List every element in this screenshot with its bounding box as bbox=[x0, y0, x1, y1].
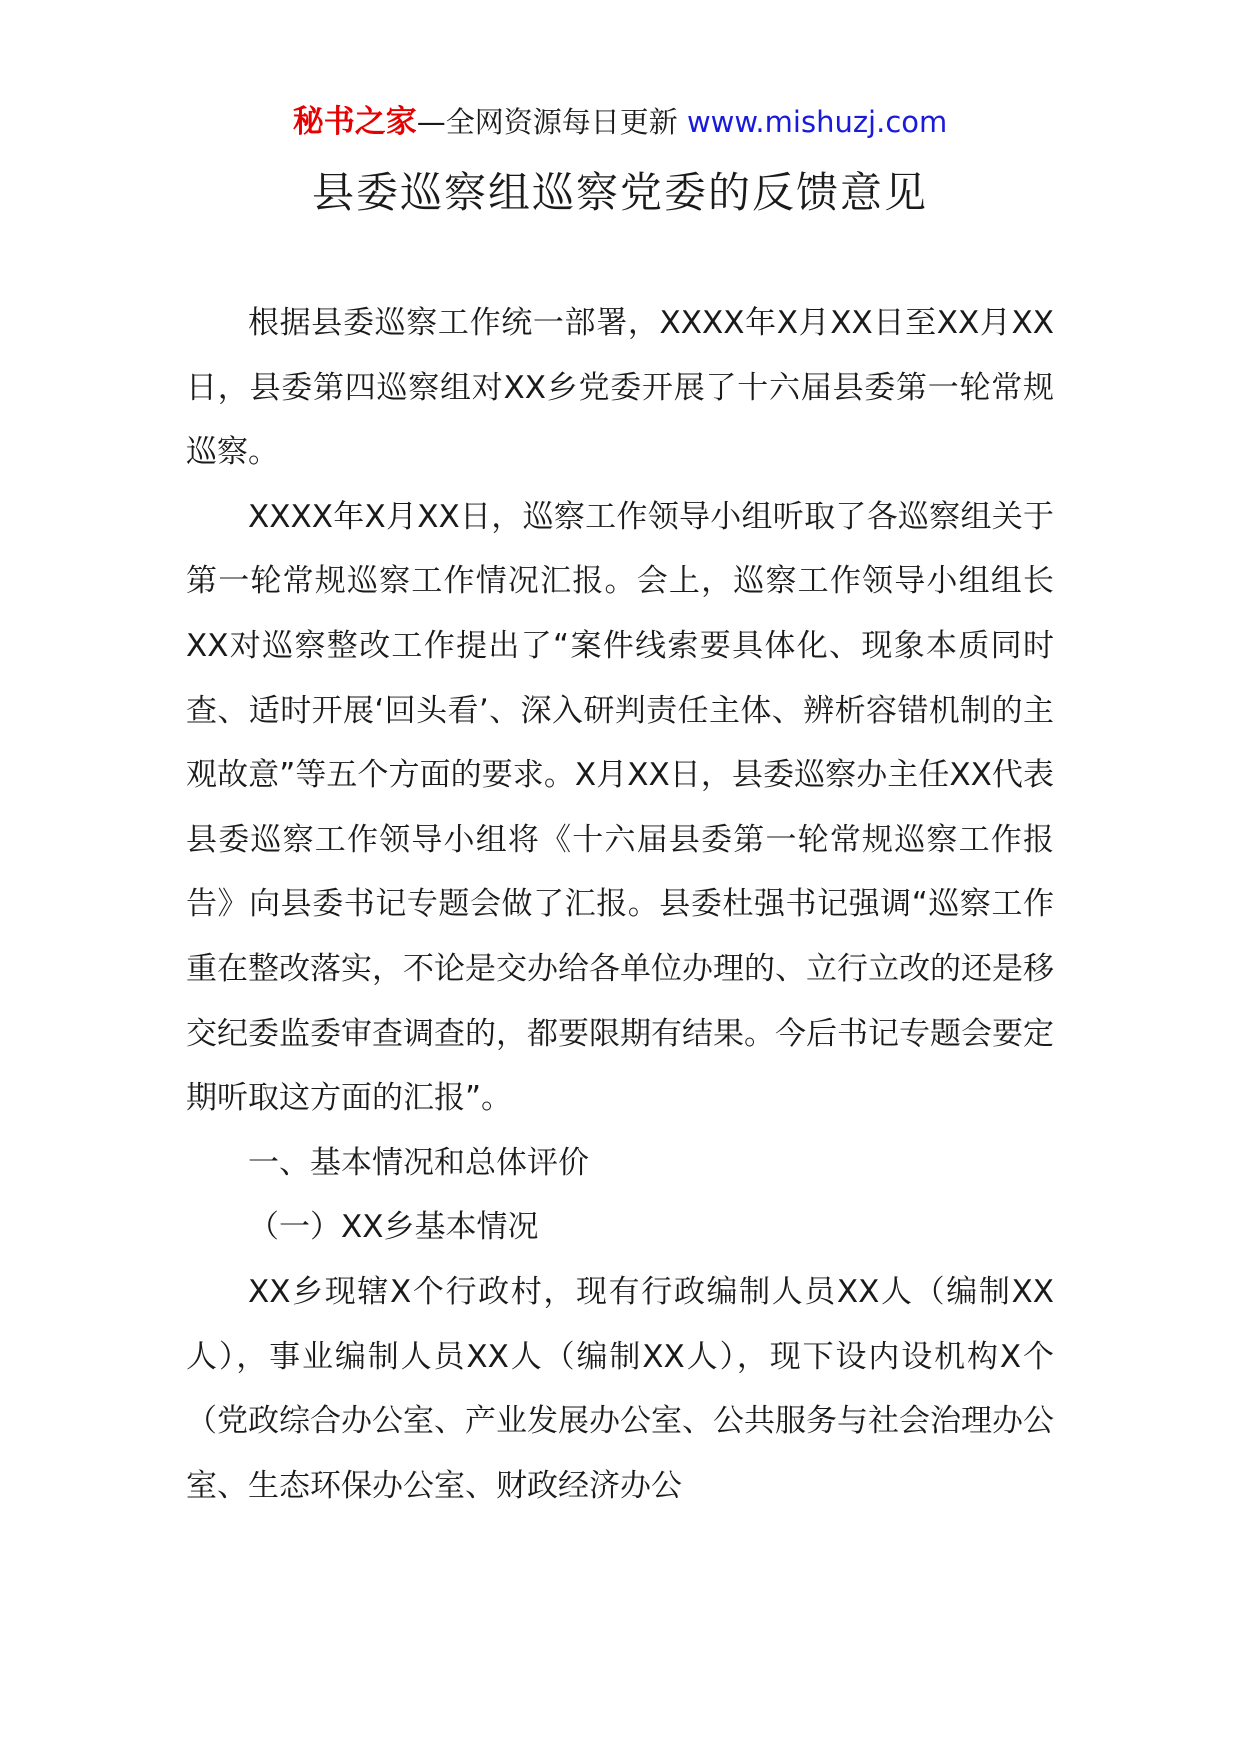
site-banner bbox=[0, 100, 1240, 144]
site-url-link[interactable]: www.mishuzj.com bbox=[686, 105, 948, 139]
brand-name: 秘书之家 bbox=[292, 104, 417, 140]
subsection-heading: （一）XX乡基本情况 bbox=[248, 1209, 539, 1246]
paragraph-report: XXXX年X月XX日，巡察工作领导小组听取了各巡察组关于第一轮常规巡察工作情况汇报。会上，巡察工作领导小组组长XX对巡察整改工作提出了“案件线索要具体化、现象本质同时查、适时开展‘回头看’、深入研判责任主体、辨析容错机制的主观故意”等五个方面的要求。X月XX日，县委巡察办主任XX代表县委巡察工作领导小组将《十六届县委第一轮常规巡察工作报告》向县委书记专题会做了汇报。县委杜强书记强调“巡察工作重在整改落实，不论是交办给各单位办理的、立行立改的还是移交纪委监委审查调查的，都要限期有结果。今后书记专题会要定期听取这方面的汇报”。 bbox=[186, 498, 1054, 1117]
document-title: 县委巡察组巡察党委的反馈意见 bbox=[311, 168, 928, 217]
paragraph-intro: 根据县委巡察工作统一部署，XXXX年X月XX日至XX月XX日，县委第四巡察组对XX乡党委开展了十六届县委第一轮常规巡察。 bbox=[186, 305, 1054, 471]
banner-slogan: —全网资源每日更新 bbox=[416, 105, 687, 139]
document-body bbox=[186, 291, 1054, 1518]
section-heading: 一、基本情况和总体评价 bbox=[248, 1144, 589, 1181]
paragraph-basic-info: XX乡现辖X个行政村，现有行政编制人员XX人（编制XX人），事业编制人员XX人（编制XX人），现下设内设机构X个（党政综合办公室、产业发展办公室、公共服务与社会治理办公室、生态环保办公室、财政经济办公 bbox=[186, 1273, 1054, 1504]
